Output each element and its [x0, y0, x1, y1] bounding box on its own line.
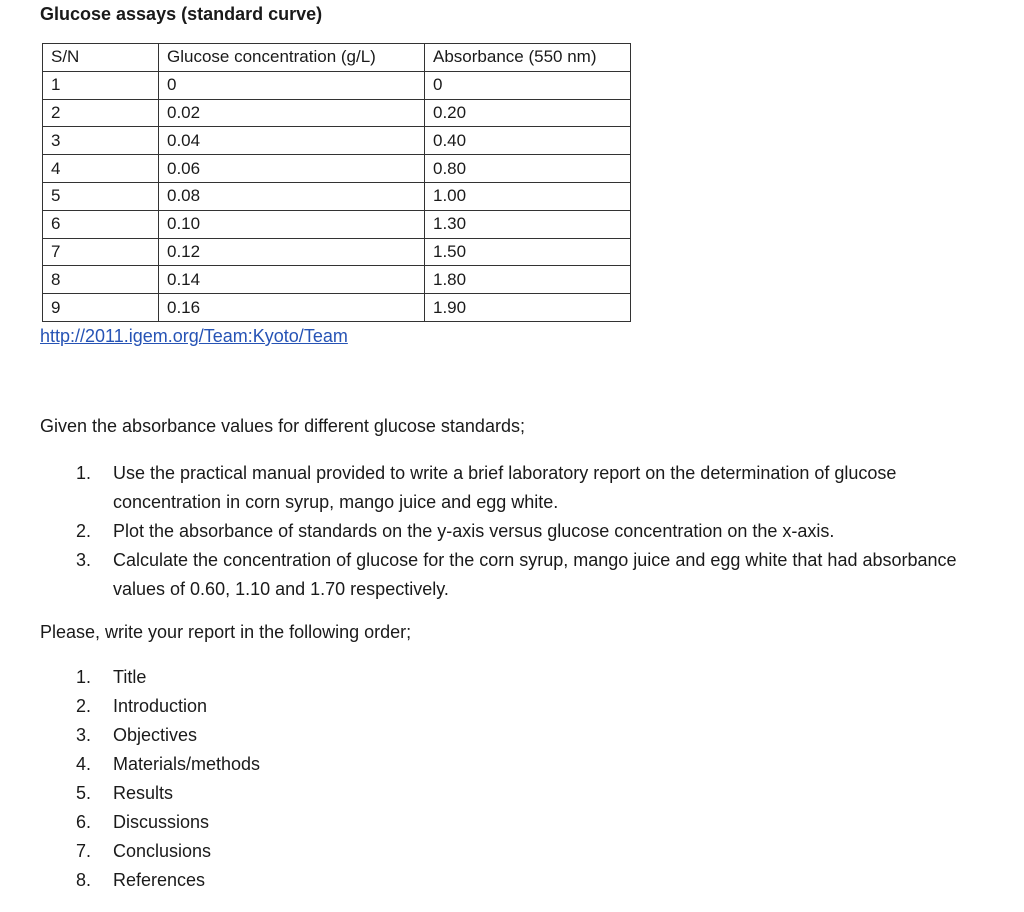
list-number: 8. — [76, 870, 92, 890]
table-header-row — [43, 44, 631, 72]
list-item-text: Plot the absorbance of standards on the y-axis versus glucose concentration on the x-axis. — [113, 521, 835, 541]
source-link[interactable]: http://2011.igem.org/Team:Kyoto/Team — [40, 326, 348, 346]
document-title: Glucose assays (standard curve) — [40, 4, 323, 24]
table-row — [43, 238, 631, 266]
header-sn: S/N — [43, 44, 159, 72]
list-item-text: Objectives — [113, 725, 198, 745]
list-number: 7. — [76, 841, 92, 861]
list-item-text: Materials/methods — [113, 754, 261, 774]
list-item — [40, 546, 1000, 604]
task-list — [40, 459, 1000, 604]
report-order-list — [40, 663, 260, 895]
cell-concentration: 0.08 — [159, 182, 425, 210]
list-number: 2. — [76, 696, 92, 716]
table-row — [43, 127, 631, 155]
table-row — [43, 155, 631, 183]
report-order-heading: Please, write your report in the following order; — [40, 622, 412, 642]
table-row — [43, 210, 631, 238]
cell-absorbance: 1.00 — [425, 182, 631, 210]
cell-absorbance: 1.90 — [425, 294, 631, 322]
cell-sn: 8 — [43, 266, 159, 294]
list-item-text: Results — [113, 783, 174, 803]
cell-sn: 9 — [43, 294, 159, 322]
cell-sn: 6 — [43, 210, 159, 238]
list-number: 1. — [76, 463, 92, 483]
list-item — [40, 721, 260, 750]
list-item-text: Title — [113, 667, 147, 687]
cell-sn: 3 — [43, 127, 159, 155]
table-row — [43, 99, 631, 127]
list-item — [40, 866, 260, 895]
list-item-text: Discussions — [113, 812, 210, 832]
cell-sn: 4 — [43, 155, 159, 183]
list-number: 4. — [76, 754, 92, 774]
cell-absorbance: 0.20 — [425, 99, 631, 127]
cell-concentration: 0.16 — [159, 294, 425, 322]
list-item-text: Conclusions — [113, 841, 212, 861]
table-row — [43, 294, 631, 322]
cell-absorbance: 0 — [425, 71, 631, 99]
header-glucose-concentration: Glucose concentration (g/L) — [159, 44, 425, 72]
cell-concentration: 0.02 — [159, 99, 425, 127]
intro-paragraph: Given the absorbance values for different glucose standards; — [40, 416, 525, 436]
list-number: 6. — [76, 812, 92, 832]
header-absorbance: Absorbance (550 nm) — [425, 44, 631, 72]
list-number: 3. — [76, 725, 92, 745]
standard-curve-table — [42, 43, 631, 322]
list-item — [40, 517, 1000, 546]
list-number: 5. — [76, 783, 92, 803]
cell-concentration: 0.06 — [159, 155, 425, 183]
cell-concentration: 0.04 — [159, 127, 425, 155]
list-number: 2. — [76, 521, 92, 541]
cell-sn: 5 — [43, 182, 159, 210]
list-item — [40, 808, 260, 837]
cell-sn: 2 — [43, 99, 159, 127]
list-item — [40, 837, 260, 866]
cell-concentration: 0.14 — [159, 266, 425, 294]
cell-sn: 7 — [43, 238, 159, 266]
list-item — [40, 779, 260, 808]
list-item-text: Use the practical manual provided to write a brief laboratory report on the determination of glucose concentration in corn syrup, mango juice and egg white. — [113, 463, 897, 512]
list-item — [40, 459, 1000, 517]
list-number: 3. — [76, 550, 92, 570]
table-row — [43, 182, 631, 210]
cell-absorbance: 1.50 — [425, 238, 631, 266]
table-row — [43, 266, 631, 294]
list-item-text: References — [113, 870, 206, 890]
cell-concentration: 0 — [159, 71, 425, 99]
cell-absorbance: 0.40 — [425, 127, 631, 155]
cell-absorbance: 1.30 — [425, 210, 631, 238]
list-item-text: Calculate the concentration of glucose for the corn syrup, mango juice and egg white that had absorbance values of 0.60, 1.10 and 1.70 respectively. — [113, 550, 957, 599]
list-number: 1. — [76, 667, 92, 687]
cell-concentration: 0.12 — [159, 238, 425, 266]
list-item — [40, 750, 260, 779]
list-item-text: Introduction — [113, 696, 208, 716]
cell-absorbance: 1.80 — [425, 266, 631, 294]
cell-sn: 1 — [43, 71, 159, 99]
cell-concentration: 0.10 — [159, 210, 425, 238]
list-item — [40, 663, 260, 692]
cell-absorbance: 0.80 — [425, 155, 631, 183]
list-item — [40, 692, 260, 721]
table-row — [43, 71, 631, 99]
